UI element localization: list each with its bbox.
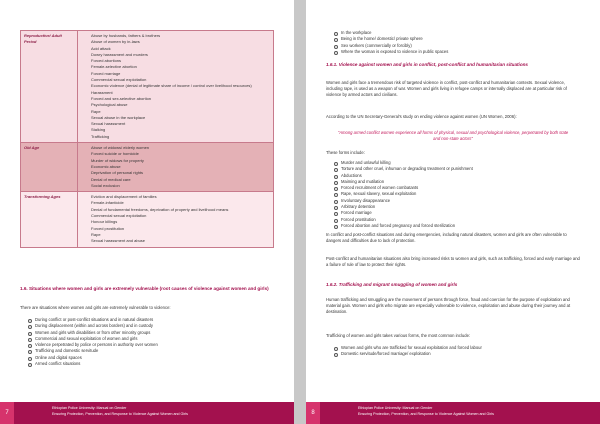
list-item: Maiming and mutilation xyxy=(332,179,582,185)
list-item: Female-infanticide xyxy=(91,200,270,206)
footer-line-1: Ethiopian Police University: Manual on Gender xyxy=(358,406,433,410)
forms-intro: These forms include: xyxy=(326,150,365,155)
list-item: During displacement (within and across borders) and in custody xyxy=(26,323,274,329)
list-item: Female-selective abortion xyxy=(91,64,270,70)
life-stage-label: Reproductive/ Adult Period xyxy=(21,31,78,143)
list-item: Dowry harassment and murders xyxy=(91,52,270,58)
section-intro: There are situations where women and girls are extremely vulnerable to violence: xyxy=(20,305,171,310)
list-item: Denial of medical care xyxy=(91,177,270,183)
life-stage-label: Transforming Ages xyxy=(21,192,78,247)
violence-forms-cell xyxy=(78,31,274,143)
list-item: Denial of fundamental freedoms, deprivation of property and livelihood means xyxy=(91,207,270,213)
list-item: Eviction and displacement of families xyxy=(91,194,270,200)
list-item: Abuse of women by in-laws xyxy=(91,39,270,45)
footer-text xyxy=(358,406,592,417)
page-number: 8 xyxy=(306,402,320,424)
right-page xyxy=(306,0,600,424)
list-item: Abuse of widows/ elderly women xyxy=(91,145,270,151)
list-item: Forced recruitment of women combatants xyxy=(332,185,582,191)
list-item: Commercial and sexual exploitation of women and girls xyxy=(26,336,274,342)
list-item: Rape xyxy=(91,232,270,238)
vulnerable-situations-list xyxy=(26,317,274,367)
page-footer xyxy=(0,402,294,424)
list-item: Armed conflict situations xyxy=(26,361,274,367)
subsection-paragraph-3: In conflict and post-conflict situations and during emergencies, including natural disasters, women and girls are often vulnerable to dangers and difficulties due to lack of protection. xyxy=(326,232,567,244)
subsection-paragraph-1: Women and girls face a tremendous risk of targeted violence in conflict, post-conflict and humanitarian contexts. Sexual violence, including rape, is used as a weapon of war. Women and girls living in refugee camps or internally displaced are at particular risk of violence by armed actors and civilians. xyxy=(326,80,567,98)
footer-line-2: Ensuring Protection, Prevention, and Response to Violence Against Women and Girls xyxy=(52,411,188,416)
trafficking-paragraph-2: Trafficking of women and girls takes various forms, the most common include: xyxy=(326,333,471,338)
table-row xyxy=(21,143,274,192)
footer-line-2: Ensuring Protection, Prevention, and Response to Violence Against Women and Girls xyxy=(358,411,494,416)
continued-bullet-list xyxy=(332,30,582,55)
list-item: Women and girls with disabilities or from other minority groups xyxy=(26,330,274,336)
highlighted-quote: "Among armed conflict women experience all forms of physical, sexual and psychological violence, perpetrated by both state and non-state actors" xyxy=(337,130,569,142)
trafficking-forms-list xyxy=(332,345,582,358)
list-item: Social exclusion xyxy=(91,183,270,189)
list-item: Forced abortion and forced pregnancy and forced sterilization xyxy=(332,223,582,229)
list-item: Forced and sex-selective abortion xyxy=(91,96,270,102)
life-cycle-violence-table xyxy=(20,30,274,248)
forms-of-violence-list xyxy=(332,160,582,229)
list-item: Stalking xyxy=(91,127,270,133)
violence-forms-list xyxy=(81,145,270,189)
list-item: Domestic servitude/forced marriage/ exploitation xyxy=(332,351,582,357)
list-item: Where the woman is exposed to violence in public spaces xyxy=(332,49,582,55)
list-item: Involuntary disappearance xyxy=(332,198,582,204)
subsection-paragraph-2: According to the UN Secretary-General's study on ending violence against women (UN Women, 2006): xyxy=(326,114,517,119)
list-item: Forced marriage xyxy=(332,210,582,216)
list-item: Forced suicide or homicide xyxy=(91,151,270,157)
trafficking-paragraph-1: Human trafficking and smuggling are the movement of persons through force, fraud and coercion for the purpose of exploitation and material gain. Women and girls who migrate are especially vulnerable to violence, exploitation and abuse during their journey and at destination. xyxy=(326,297,571,315)
left-page xyxy=(0,0,294,424)
list-item: Abductions xyxy=(332,173,582,179)
list-item: Forced prostitution xyxy=(332,217,582,223)
violence-forms-cell xyxy=(78,192,274,247)
list-item: Trafficking xyxy=(91,134,270,140)
list-item: Sex workers (commercially or forcibly) xyxy=(332,43,582,49)
subsection-heading-1-6-1: 1.6.1. Violence against women and girls in conflict, post-conflict and humanitarian situations xyxy=(326,62,528,67)
list-item: Rape xyxy=(91,109,270,115)
list-item: Murder of widows for property xyxy=(91,158,270,164)
list-item: Sexual abuse in the workplace xyxy=(91,115,270,121)
list-item: Commercial sexual exploitation xyxy=(91,213,270,219)
list-item: Economic violence (denial of legitimate share of income / control over livelihood resources) xyxy=(91,83,270,89)
list-item: Psychological abuse xyxy=(91,102,270,108)
list-item: Trafficking and domestic servitude xyxy=(26,348,274,354)
list-item: Abuse by husbands, fathers & brothers xyxy=(91,33,270,39)
footer-line-1: Ethiopian Police University: Manual on Gender xyxy=(52,406,127,410)
list-item: In the workplace xyxy=(332,30,582,36)
list-item: Murder and unlawful killing xyxy=(332,160,582,166)
list-item: During conflict or post-conflict situations and in natural disasters xyxy=(26,317,274,323)
list-item: Arbitrary detention xyxy=(332,204,582,210)
violence-forms-list xyxy=(81,33,270,140)
list-item: Sexual harassment and abuse xyxy=(91,238,270,244)
footer-text xyxy=(52,406,286,417)
violence-forms-list xyxy=(81,194,270,244)
table-row xyxy=(21,192,274,247)
list-item: Harassment xyxy=(91,90,270,96)
list-item: Deprivation of personal rights xyxy=(91,170,270,176)
table-row xyxy=(21,31,274,143)
list-item: Economic abuse xyxy=(91,164,270,170)
list-item: Commercial sexual exploitation xyxy=(91,77,270,83)
page-number: 7 xyxy=(0,402,14,424)
list-item: Women and girls who are trafficked for sexual exploitation and forced labour xyxy=(332,345,582,351)
list-item: Forced marriage xyxy=(91,71,270,77)
life-stage-label: Old Age xyxy=(21,143,78,192)
list-item: Honour killings xyxy=(91,219,270,225)
section-heading-1-6: 1.6. Situations where women and girls are extremely vulnerable (root causes of violence against women and girls) xyxy=(20,286,269,291)
list-item: Online and digital spaces xyxy=(26,355,274,361)
page-footer xyxy=(306,402,600,424)
list-item: Forced prostitution xyxy=(91,226,270,232)
list-item: Being in the home/ domestic/ private sphere xyxy=(332,36,582,42)
violence-forms-cell xyxy=(78,143,274,192)
list-item: Acid attack xyxy=(91,46,270,52)
list-item: Rape, sexual slavery, sexual exploitation xyxy=(332,191,582,197)
list-item: Violence perpetrated by police or persons in authority over women xyxy=(26,342,274,348)
list-item: Sexual harassment xyxy=(91,121,270,127)
list-item: Torture and other cruel, inhuman or degrading treatment or punishment xyxy=(332,166,582,172)
subsection-heading-1-6-2: 1.6.2. Trafficking and migrant smuggling of women and girls xyxy=(326,282,458,287)
subsection-paragraph-4: Post-conflict and humanitarian situations also bring increased risks to women and girls, such as trafficking, forced and early marriage and a failure of rule of law to protect their rights. xyxy=(326,256,580,268)
list-item: Forced abortions xyxy=(91,58,270,64)
